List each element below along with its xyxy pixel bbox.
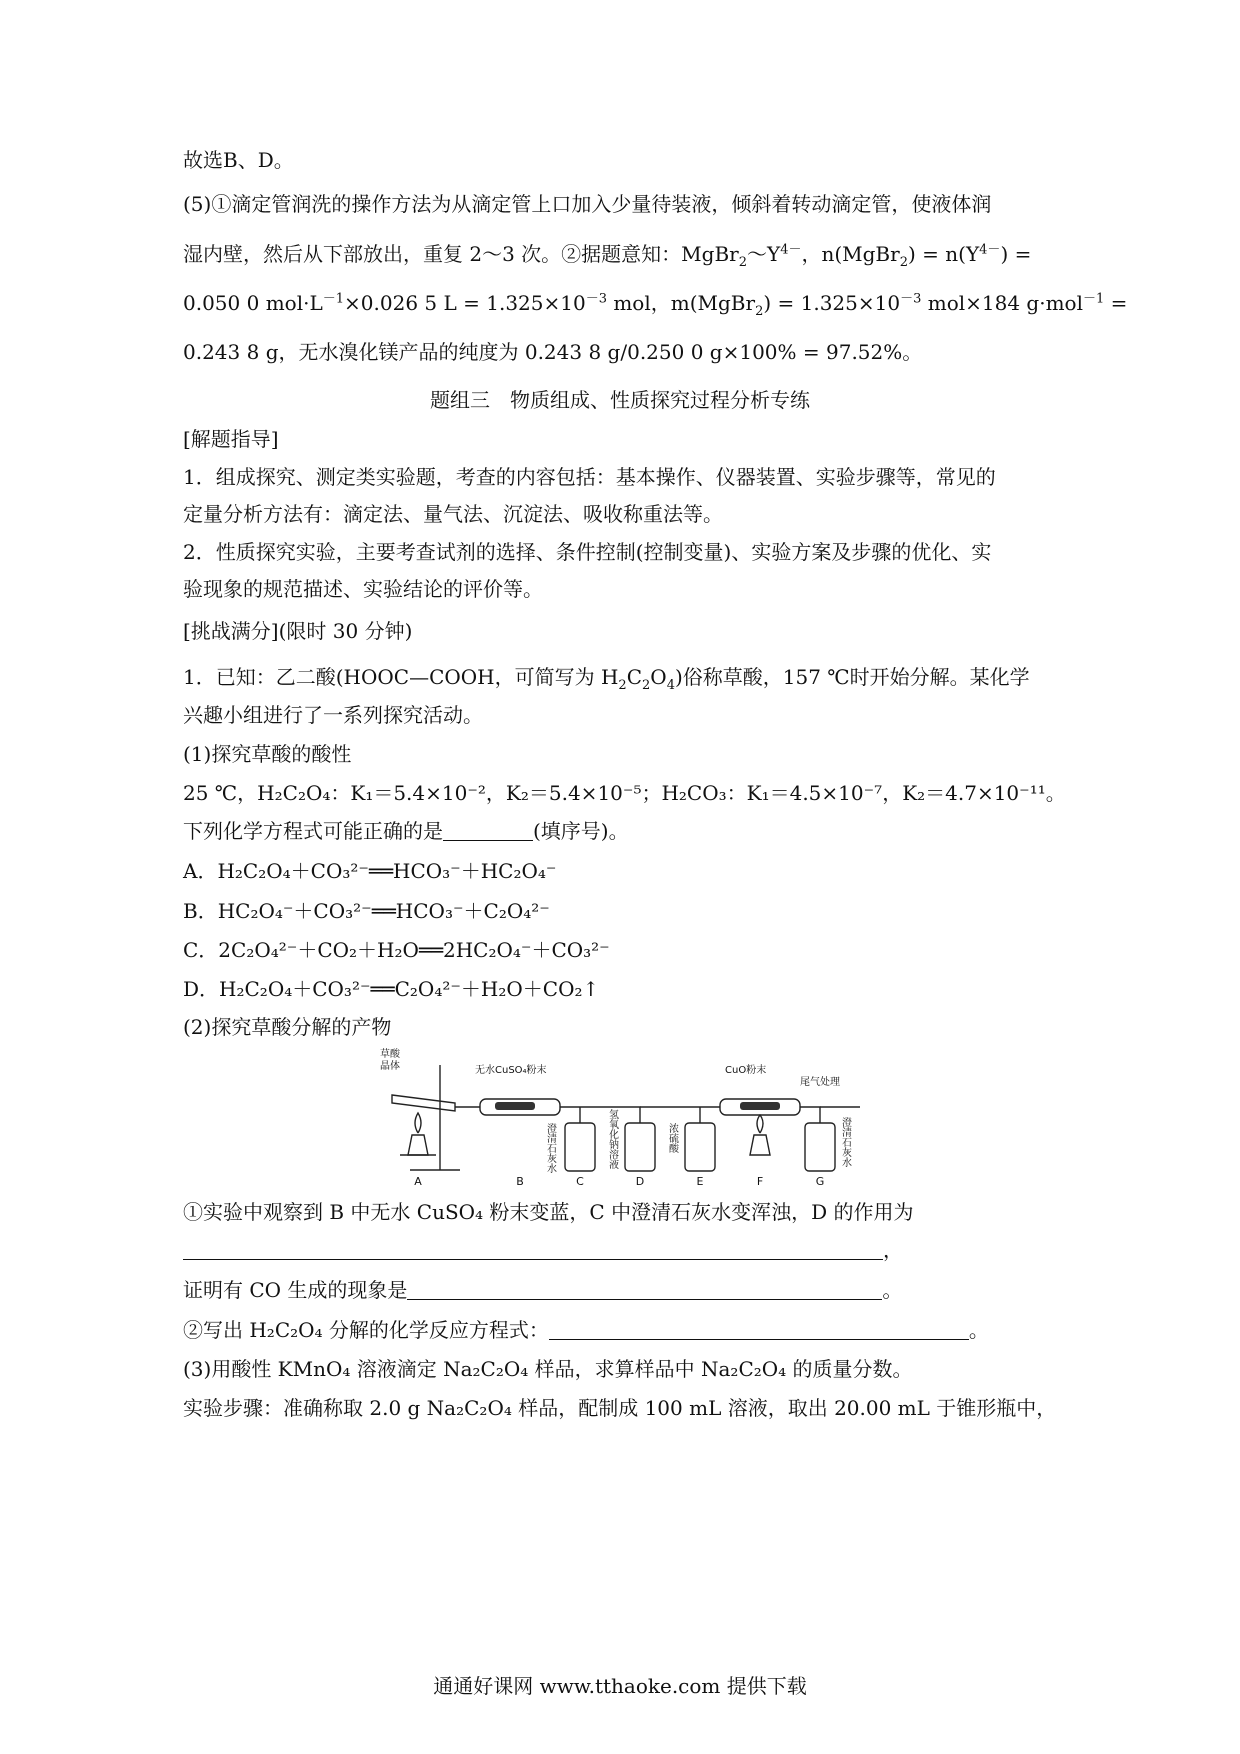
text-line: (5)①滴定管润洗的操作方法为从滴定管上口加入少量待装液，倾斜着转动滴定管，使液体润 <box>183 192 992 216</box>
text-run: ， <box>883 1238 903 1262</box>
text-line: 故选B、D。 <box>183 148 294 172</box>
text-line: 定量分析方法有：滴定法、量气法、沉淀法、吸收称重法等。 <box>183 502 723 526</box>
text-line: ①实验中观察到 B 中无水 CuSO₄ 粉末变蓝，C 中澄清石灰水变浑浊，D 的作用为 <box>183 1200 914 1224</box>
label-naoh: 氢氧化钠溶液 <box>606 1109 618 1169</box>
text-run: ，n(MgBr <box>801 242 900 266</box>
subscript: 2 <box>738 255 747 270</box>
superscript: －1 <box>322 291 345 307</box>
answer-blank[interactable] <box>443 820 533 841</box>
guide-header: [解题指导] <box>183 427 279 451</box>
answer-blank[interactable] <box>407 1279 882 1300</box>
text-run: ×0.026 5 L = 1.325×10 <box>344 291 586 315</box>
subscript: 2 <box>642 678 651 693</box>
text-run: 1．已知：乙二酸(HOOC—COOH，可简写为 H <box>183 665 619 689</box>
text-line: 实验步骤：准确称取 2.0 g Na₂C₂O₄ 样品，配制成 100 mL 溶液，取出 20.00 mL 于锥形瓶中， <box>183 1396 1057 1420</box>
question-line <box>183 1276 1063 1304</box>
text-run: 湿内壁，然后从下部放出，重复 2～3 次。②据题意知：MgBr <box>183 242 739 266</box>
answer-blank[interactable] <box>549 1319 969 1340</box>
apparatus-letter-g: G <box>815 1175 825 1188</box>
text-run: 下列化学方程式可能正确的是 <box>183 819 443 843</box>
page-footer: 通通好课网 www.tthaoke.com 提供下载 <box>433 1674 807 1698</box>
apparatus-letter-e: E <box>696 1175 704 1188</box>
option-c: C．2C₂O₄²⁻＋CO₂＋H₂O══2HC₂O₄⁻＋CO₃²⁻ <box>183 938 610 962</box>
text-run: )俗称草酸，157 ℃时开始分解。某化学 <box>674 665 1030 689</box>
answer-blank[interactable] <box>183 1239 883 1260</box>
label-oxalic-2: 晶体 <box>380 1061 400 1072</box>
label-h2so4: 浓硫酸 <box>666 1123 678 1153</box>
text-run: 证明有 CO 生成的现象是 <box>183 1278 408 1302</box>
superscript: －3 <box>585 291 607 307</box>
text-line: (2)探究草酸分解的产物 <box>183 1015 392 1039</box>
apparatus-diagram <box>380 1045 870 1190</box>
text-run: = <box>1104 291 1128 315</box>
text-line: 1．组成探究、测定类实验题，考查的内容包括：基本操作、仪器装置、实验步骤等，常见的 <box>183 465 996 489</box>
option-a: A．H₂C₂O₄＋CO₃²⁻══HCO₃⁻＋HC₂O₄⁻ <box>183 859 557 883</box>
label-cuso4: 无水CuSO₄粉末 <box>475 1065 547 1076</box>
label-cuo: CuO粉末 <box>725 1065 767 1076</box>
answer-line <box>183 1236 1063 1264</box>
option-d: D．H₂C₂O₄＋CO₃²⁻══C₂O₄²⁻＋H₂O＋CO₂↑ <box>183 977 600 1001</box>
text-run: 0.050 0 mol·L <box>183 291 323 315</box>
apparatus-letter-a: A <box>414 1175 422 1188</box>
label-tail-gas: 尾气处理 <box>800 1077 840 1088</box>
label-limewater-c: 澄清石灰水 <box>544 1123 556 1173</box>
label-limewater-g: 澄清石灰水 <box>839 1117 851 1167</box>
question-line <box>183 817 1063 845</box>
text-run: O <box>650 665 667 689</box>
text-run: 。 <box>882 1278 903 1302</box>
superscript: 4－ <box>780 242 802 258</box>
challenge-header: [挑战满分](限时 30 分钟) <box>183 619 413 643</box>
constants-line: 25 ℃，H₂C₂O₄：K₁＝5.4×10⁻²，K₂＝5.4×10⁻⁵；H₂CO₃：K₁＝4.5×10⁻⁷，K₂＝4.7×10⁻¹¹。 <box>183 781 1066 805</box>
text-line: 兴趣小组进行了一系列探究活动。 <box>183 703 483 727</box>
apparatus-letter-f: F <box>756 1175 764 1188</box>
superscript: －1 <box>1083 291 1105 307</box>
superscript: －3 <box>900 291 922 307</box>
text-line: 0.243 8 g，无水溴化镁产品的纯度为 0.243 8 g/0.250 0 g×100% = 97.52%。 <box>183 340 923 364</box>
apparatus-letter-d: D <box>635 1175 645 1188</box>
text-run: ) = n(Y <box>907 242 980 266</box>
apparatus-letter-b: B <box>516 1175 524 1188</box>
text-run: C <box>626 665 642 689</box>
text-run: ) = 1.325×10 <box>763 291 901 315</box>
text-run: ～Y <box>746 242 781 266</box>
text-line: (1)探究草酸的酸性 <box>183 742 352 766</box>
text-run: mol×184 g·mol <box>921 291 1083 315</box>
option-b: B．HC₂O₄⁻＋CO₃²⁻══HCO₃⁻＋C₂O₄²⁻ <box>183 899 550 923</box>
text-line: 验现象的规范描述、实验结论的评价等。 <box>183 577 543 601</box>
subscript: 2 <box>899 255 908 270</box>
text-run: mol，m(MgBr <box>606 291 756 315</box>
subscript: 2 <box>755 304 764 319</box>
apparatus-letter-c: C <box>576 1175 584 1188</box>
text-line <box>183 289 1128 319</box>
text-line: 2．性质探究实验，主要考查试剂的选择、条件控制(控制变量)、实验方案及步骤的优化、实 <box>183 540 992 564</box>
question-line <box>183 1316 1063 1344</box>
text-run: ) = <box>1000 242 1032 266</box>
text-run: 。 <box>968 1318 989 1342</box>
text-run: (填序号)。 <box>533 819 629 843</box>
subscript: 2 <box>618 678 627 693</box>
text-line: 1．已知：乙二酸(HOOC—COOH，可简写为 $H_2C_2O_4$)俗称草酸，157 ℃时开始分解。某化学 <box>183 665 1030 693</box>
text-line: (3)用酸性 KMnO₄ 溶液滴定 Na₂C₂O₄ 样品，求算样品中 Na₂C₂O₄ 的质量分数。 <box>183 1357 913 1381</box>
section-title: 题组三 物质组成、性质探究过程分析专练 <box>430 388 810 412</box>
superscript: 4－ <box>979 242 1001 258</box>
text-run: ②写出 H₂C₂O₄ 分解的化学反应方程式： <box>183 1318 549 1342</box>
label-oxalic: 草酸 <box>380 1049 400 1060</box>
text-line <box>183 240 1063 268</box>
